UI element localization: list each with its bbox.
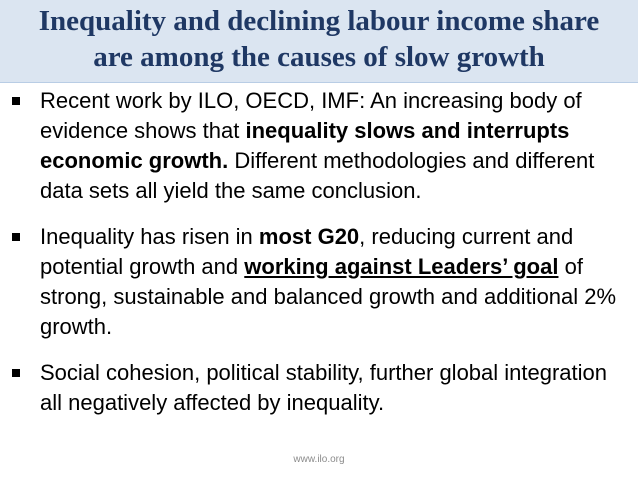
title-line-2: are among the causes of slow growth	[93, 41, 545, 73]
bullet-item	[0, 86, 638, 206]
bullet-list	[0, 84, 638, 434]
square-bullet-icon	[12, 97, 20, 105]
bullet-item	[0, 358, 638, 418]
bullet-text: Social cohesion, political stability, further global integration all negatively affected by inequality.	[40, 360, 608, 415]
square-bullet-icon	[12, 233, 20, 241]
bullet-text: Inequality has risen in most G20, reducing current and potential growth and working against Leaders’ goal of strong, sustainable and balanced growth and additional 2% growth.	[40, 224, 617, 339]
slide-title	[0, 0, 638, 83]
bullet-text: Recent work by ILO, OECD, IMF: An increasing body of evidence shows that inequality slows and interrupts economic growth. Different methodologies and different data sets all yield the same conclusion.	[40, 88, 595, 203]
footer-url: www.ilo.org	[293, 454, 345, 465]
bullet-item	[0, 222, 638, 342]
title-line-1: Inequality and declining labour income share	[38, 5, 600, 37]
square-bullet-icon	[12, 369, 20, 377]
